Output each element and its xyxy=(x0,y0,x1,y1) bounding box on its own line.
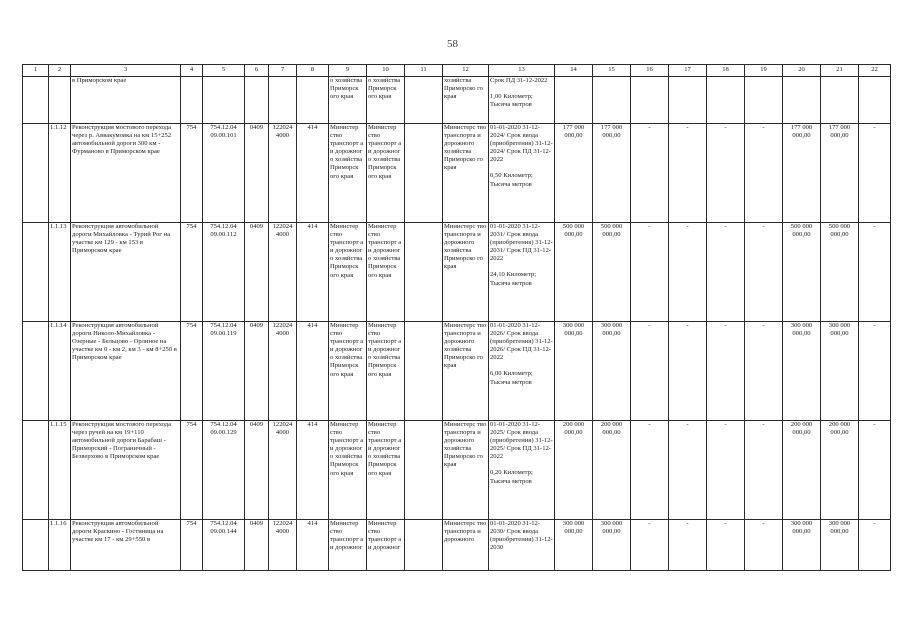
col-header: 6 xyxy=(245,65,269,77)
dash: - xyxy=(631,124,669,223)
target-code: 122024 4000 xyxy=(269,520,297,571)
table-row xyxy=(23,322,891,421)
manager: Министерс тво транспорта и дорожного хозяйства Приморско го края xyxy=(443,421,489,520)
capacity: 24,10 Километр; Тысяча метров xyxy=(490,271,537,287)
col-header: 7 xyxy=(269,65,297,77)
amount: 200 000 000,00 xyxy=(783,421,821,520)
terms-cell xyxy=(489,421,555,520)
dash: - xyxy=(859,421,891,520)
amount: 500 000 000,00 xyxy=(783,223,821,322)
customer: Министер ство транспорт а и дорожног о хозяйства Приморск ого края xyxy=(329,124,367,223)
terms-cell xyxy=(489,124,555,223)
manager: Министерс тво транспорта и дорожного хозяйства Приморско го края xyxy=(443,223,489,322)
developer: Министер ство транспорт а и дорожног xyxy=(367,520,405,571)
target-code: 122024 4000 xyxy=(269,124,297,223)
row-number: 1.1.13 xyxy=(49,223,71,322)
amount: 500 000 000,00 xyxy=(821,223,859,322)
row-number: 1.1.15 xyxy=(49,421,71,520)
col-header: 15 xyxy=(593,65,631,77)
grbs-code: 754 xyxy=(181,223,203,322)
amount: 300 000 000,00 xyxy=(821,322,859,421)
dash: - xyxy=(745,421,783,520)
developer: о хозяйства Приморск ого края xyxy=(367,77,405,124)
dash: - xyxy=(745,520,783,571)
terms: 01-01-2020 31-12-2030/ Срок ввода (приобретения) 31-12-2030 xyxy=(490,520,553,552)
col-header: 8 xyxy=(297,65,329,77)
col-header: 14 xyxy=(555,65,593,77)
dash: - xyxy=(707,223,745,322)
amount: 300 000 000,00 xyxy=(593,520,631,571)
amount: 200 000 000,00 xyxy=(593,421,631,520)
dash: - xyxy=(859,322,891,421)
table-row xyxy=(23,223,891,322)
col-header: 10 xyxy=(367,65,405,77)
target-code: 122024 4000 xyxy=(269,421,297,520)
developer: Министер ство транспорт а и дорожног о хозяйства Приморск ого края xyxy=(367,124,405,223)
header-row xyxy=(23,65,891,77)
dash: - xyxy=(859,223,891,322)
terms: 01-01-2020 31-12-2025/ Срок ввода (приобретения) 31-12-2025/ Срок ПД 31-12-2022 xyxy=(490,421,553,461)
manager: Министерс тво транспорта и дорожного xyxy=(443,520,489,571)
col-header: 20 xyxy=(783,65,821,77)
col-header: 12 xyxy=(443,65,489,77)
capacity: 0,20 Километр; Тысяча метров xyxy=(490,469,533,485)
dash: - xyxy=(631,322,669,421)
col-header: 21 xyxy=(821,65,859,77)
customer: Министер ство транспорт а и дорожног о хозяйства Приморск ого края xyxy=(329,322,367,421)
developer: Министер ство транспорт а и дорожног о хозяйства Приморск ого края xyxy=(367,223,405,322)
amount: 177 000 000,00 xyxy=(555,124,593,223)
section-code: 0409 xyxy=(245,124,269,223)
dash: - xyxy=(631,520,669,571)
manager: Министерс тво транспорта и дорожного хозяйства Приморско го края xyxy=(443,124,489,223)
object-code: 754.12.04 09.00.119 xyxy=(203,322,245,421)
dash: - xyxy=(859,124,891,223)
grbs-code: 754 xyxy=(181,124,203,223)
expense-type: 414 xyxy=(297,322,329,421)
grbs-code: 754 xyxy=(181,322,203,421)
section-code: 0409 xyxy=(245,421,269,520)
amount: 300 000 000,00 xyxy=(555,322,593,421)
continuation-row xyxy=(23,77,891,124)
manager: хозяйства Приморско го края xyxy=(443,77,489,124)
row-number: 1.1.14 xyxy=(49,322,71,421)
col-header: 17 xyxy=(669,65,707,77)
budget-table xyxy=(22,64,891,571)
terms-cell xyxy=(489,520,555,571)
col-header: 9 xyxy=(329,65,367,77)
col-header: 11 xyxy=(405,65,443,77)
col-header: 2 xyxy=(49,65,71,77)
amount: 300 000 000,00 xyxy=(593,322,631,421)
expense-type: 414 xyxy=(297,520,329,571)
col-header: 3 xyxy=(71,65,181,77)
expense-type: 414 xyxy=(297,421,329,520)
dash: - xyxy=(707,124,745,223)
terms: 01-01-2020 31-12-2026/ Срок ввода (приобретения) 31-12-2026/ Срок ПД 31-12-2022 xyxy=(490,322,553,362)
amount: 177 000 000,00 xyxy=(821,124,859,223)
amount: 200 000 000,00 xyxy=(821,421,859,520)
terms: 01-01-2020 31-12-2024/ Срок ввода (приобретения) 31-12-2024/ Срок ПД 31-12-2022 xyxy=(490,124,553,164)
object-code: 754.12.04 09.00.129 xyxy=(203,421,245,520)
terms: Срок ПД 31-12-2022 xyxy=(490,77,548,84)
col-header: 5 xyxy=(203,65,245,77)
terms: 01-01-2020 31-12-2031/ Срок ввода (приобретения) 31-12-2031/ Срок ПД 31-12-2022 xyxy=(490,223,553,263)
dash: - xyxy=(669,520,707,571)
dash: - xyxy=(707,322,745,421)
row-number: 1.1.16 xyxy=(49,520,71,571)
amount: 177 000 000,00 xyxy=(593,124,631,223)
object-code: 754.12.04 09.00.144 xyxy=(203,520,245,571)
terms-cell xyxy=(489,223,555,322)
dash: - xyxy=(707,520,745,571)
developer: Министер ство транспорт а и дорожног о хозяйства Приморск ого края xyxy=(367,421,405,520)
col-header: 18 xyxy=(707,65,745,77)
amount: 500 000 000,00 xyxy=(593,223,631,322)
terms-cell xyxy=(489,322,555,421)
target-code: 122024 4000 xyxy=(269,322,297,421)
grbs-code: 754 xyxy=(181,421,203,520)
developer: Министер ство транспорт а и дорожног о хозяйства Приморск ого края xyxy=(367,322,405,421)
dash: - xyxy=(669,322,707,421)
expense-type: 414 xyxy=(297,124,329,223)
customer: о хозяйства Приморск ого края xyxy=(329,77,367,124)
col-header: 19 xyxy=(745,65,783,77)
amount: 200 000 000,00 xyxy=(555,421,593,520)
col-header: 13 xyxy=(489,65,555,77)
dash: - xyxy=(631,223,669,322)
customer: Министер ство транспорт а и дорожног xyxy=(329,520,367,571)
dash: - xyxy=(745,223,783,322)
object-code: 754.12.04 09.00.112 xyxy=(203,223,245,322)
dash: - xyxy=(669,421,707,520)
target-code: 122024 4000 xyxy=(269,223,297,322)
amount: 300 000 000,00 xyxy=(555,520,593,571)
col-header: 16 xyxy=(631,65,669,77)
object-name: Реконструкция автомобильной дороги Михайловка - Турий Рог на участке км 129 - км 153 в Приморском крае xyxy=(71,223,181,322)
table-row xyxy=(23,421,891,520)
object-name: Реконструкция мостового перехода через р. Аввакумовка на км 15+252 автомобильной дороги 300 км - Фурманово в Приморском крае xyxy=(71,124,181,223)
terms-cell xyxy=(489,77,555,124)
amount: 300 000 000,00 xyxy=(783,322,821,421)
dash: - xyxy=(707,421,745,520)
object-name: Реконструкция мостового перехода через ручей на км 19+110 автомобильной дороги Барабаш - Приморский - Пограничный - Безверхово в Приморском крае xyxy=(71,421,181,520)
table-row xyxy=(23,520,891,571)
dash: - xyxy=(631,421,669,520)
amount: 177 000 000,00 xyxy=(783,124,821,223)
row-number: 1.1.12 xyxy=(49,124,71,223)
col-header: 1 xyxy=(23,65,49,77)
page-number: 58 xyxy=(447,38,458,50)
dash: - xyxy=(669,223,707,322)
amount: 500 000 000,00 xyxy=(555,223,593,322)
dash: - xyxy=(669,124,707,223)
expense-type: 414 xyxy=(297,223,329,322)
dash: - xyxy=(745,124,783,223)
capacity: 1,00 Километр; Тысяча метров xyxy=(490,93,533,109)
section-code: 0409 xyxy=(245,520,269,571)
dash: - xyxy=(859,520,891,571)
object-name: в Приморском крае xyxy=(71,77,181,124)
dash: - xyxy=(745,322,783,421)
object-name: Реконструкция автомобильной дороги Краскино - Гостиница на участке км 17 - км 29+550 в xyxy=(71,520,181,571)
amount: 300 000 000,00 xyxy=(821,520,859,571)
capacity: 0,50 Километр; Тысяча метров xyxy=(490,172,533,188)
capacity: 6,00 Километр; Тысяча метров xyxy=(490,370,533,386)
customer: Министер ство транспорт а и дорожног о хозяйства Приморск ого края xyxy=(329,421,367,520)
section-code: 0409 xyxy=(245,322,269,421)
section-code: 0409 xyxy=(245,223,269,322)
manager: Министерс тво транспорта и дорожного хозяйства Приморско го края xyxy=(443,322,489,421)
col-header: 22 xyxy=(859,65,891,77)
amount: 300 000 000,00 xyxy=(783,520,821,571)
col-header: 4 xyxy=(181,65,203,77)
object-code: 754.12.04 09.00.101 xyxy=(203,124,245,223)
table-row xyxy=(23,124,891,223)
grbs-code: 754 xyxy=(181,520,203,571)
object-name: Реконструкция автомобильной дороги Николо-Михайловка - Озерные - Бельцово - Орлиное на участке км 0 - км 2, км 3 - км 8+250 в Приморском крае xyxy=(71,322,181,421)
customer: Министер ство транспорт а и дорожног о хозяйства Приморск ого края xyxy=(329,223,367,322)
